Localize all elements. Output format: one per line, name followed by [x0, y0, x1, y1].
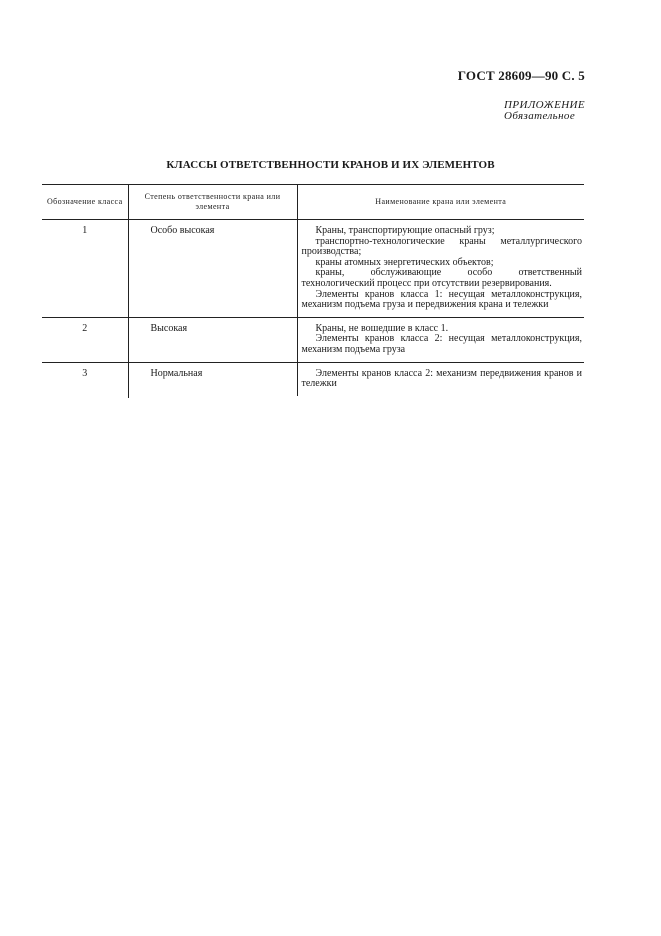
appendix-label: ПРИЛОЖЕНИЕ: [504, 99, 585, 111]
table-row: [42, 220, 584, 318]
table-title: КЛАССЫ ОТВЕТСТВЕННОСТИ КРАНОВ И ИХ ЭЛЕМЕНТОВ: [166, 159, 495, 171]
names-cell: [297, 362, 584, 396]
column-header-name: Наименование крана или элемента: [297, 185, 584, 220]
appendix-block: [504, 100, 585, 122]
class-cell: 2: [42, 317, 128, 362]
name-line: Элементы кранов класса 2: несущая металлоконструкция, механизм подъема груза: [301, 333, 582, 355]
name-line: краны атомных энергетических объектов;: [315, 256, 494, 268]
table-header-row: [42, 185, 584, 220]
degree-cell: Высокая: [128, 317, 297, 362]
names-cell: [297, 220, 584, 318]
name-line: транспортно-технологические краны металлургического производства;: [301, 235, 582, 258]
column-divider: [128, 218, 129, 398]
degree-cell: Нормальная: [150, 367, 203, 379]
table-row: [42, 317, 584, 362]
column-header-class: Обозначение класса: [42, 185, 128, 220]
table-row: [42, 362, 584, 396]
names-cell: [297, 317, 584, 362]
column-header-degree: Степень ответственности крана или элемента: [128, 185, 297, 220]
degree-cell: Особо высокая: [128, 220, 297, 318]
responsibility-classes-table: [42, 184, 584, 396]
name-line: Элементы кранов класса 1: несущая металлоконструкция, механизм подъема груза и передвижения крана и тележки: [301, 288, 582, 311]
name-line: краны, обслуживающие особо ответственный технологический процесс при отсутствии резервирования.: [301, 267, 582, 289]
name-line: Элементы кранов класса 2: механизм передвижения кранов и тележки: [301, 367, 582, 390]
class-cell: 3: [82, 367, 88, 379]
name-line: Краны, не вошедшие в класс 1.: [315, 322, 449, 334]
page-header: ГОСТ 28609—90 С. 5: [457, 68, 585, 83]
appendix-status: Обязательное: [504, 110, 576, 122]
class-cell: 1: [42, 220, 128, 318]
name-line: Краны, транспортирующие опасный груз;: [315, 225, 495, 236]
